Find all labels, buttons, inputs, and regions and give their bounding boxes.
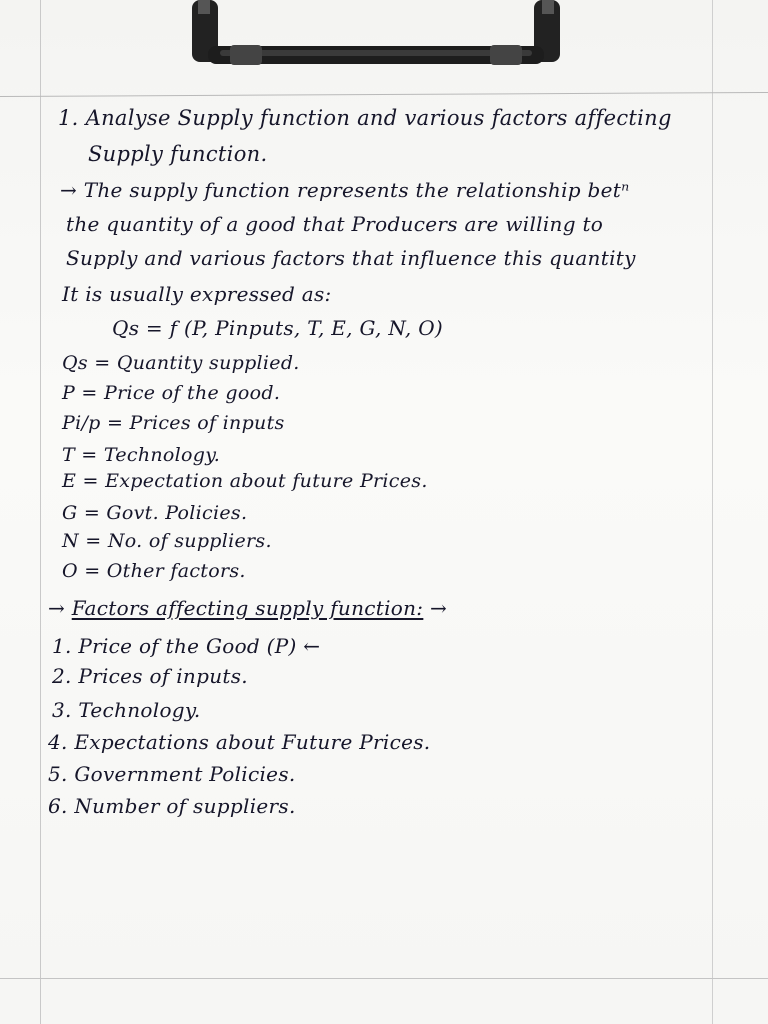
question-line-1: 1. Analyse Supply function and various factors affecting	[58, 106, 672, 130]
definition-pip: Pi/p = Prices of inputs	[62, 412, 285, 434]
factor-item-4: 4. Expectations about Future Prices.	[48, 730, 431, 754]
definition-o: O = Other factors.	[62, 560, 246, 582]
factor-item-6: 6. Number of suppliers.	[48, 794, 296, 818]
definition-p: P = Price of the good.	[62, 382, 281, 404]
arrow-prefix: →	[48, 596, 66, 620]
bottom-rule-line	[0, 978, 768, 979]
factor-item-1: 1. Price of the Good (P) ←	[52, 634, 321, 658]
left-margin-line	[40, 0, 41, 1024]
definition-e: E = Expectation about future Prices.	[62, 470, 428, 492]
answer-intro-line-2: the quantity of a good that Producers are willing to	[66, 212, 604, 236]
factor-item-5: 5. Government Policies.	[48, 762, 296, 786]
definition-qs: Qs = Quantity supplied.	[62, 352, 300, 374]
factor-item-3: 3. Technology.	[52, 698, 201, 722]
definition-n: N = No. of suppliers.	[62, 530, 272, 552]
top-rule-line	[0, 92, 768, 97]
right-margin-line	[712, 0, 713, 1024]
definition-t: T = Technology.	[62, 444, 221, 466]
answer-intro-line-1: → The supply function represents the relationship betⁿ	[60, 178, 630, 202]
factors-heading: Factors affecting supply function:	[71, 596, 424, 620]
factors-heading-row	[48, 596, 447, 620]
question-line-2: Supply function.	[88, 142, 268, 166]
clipboard-clip-icon	[190, 0, 562, 70]
answer-intro-line-4: It is usually expressed as:	[62, 282, 332, 306]
factor-item-2: 2. Prices of inputs.	[52, 664, 248, 688]
arrow-suffix: →	[430, 596, 448, 620]
definition-g: G = Govt. Policies.	[62, 502, 248, 524]
answer-intro-line-3: Supply and various factors that influence this quantity	[66, 246, 636, 270]
supply-formula: Qs = f (P, Pinputs, T, E, G, N, O)	[112, 316, 443, 340]
